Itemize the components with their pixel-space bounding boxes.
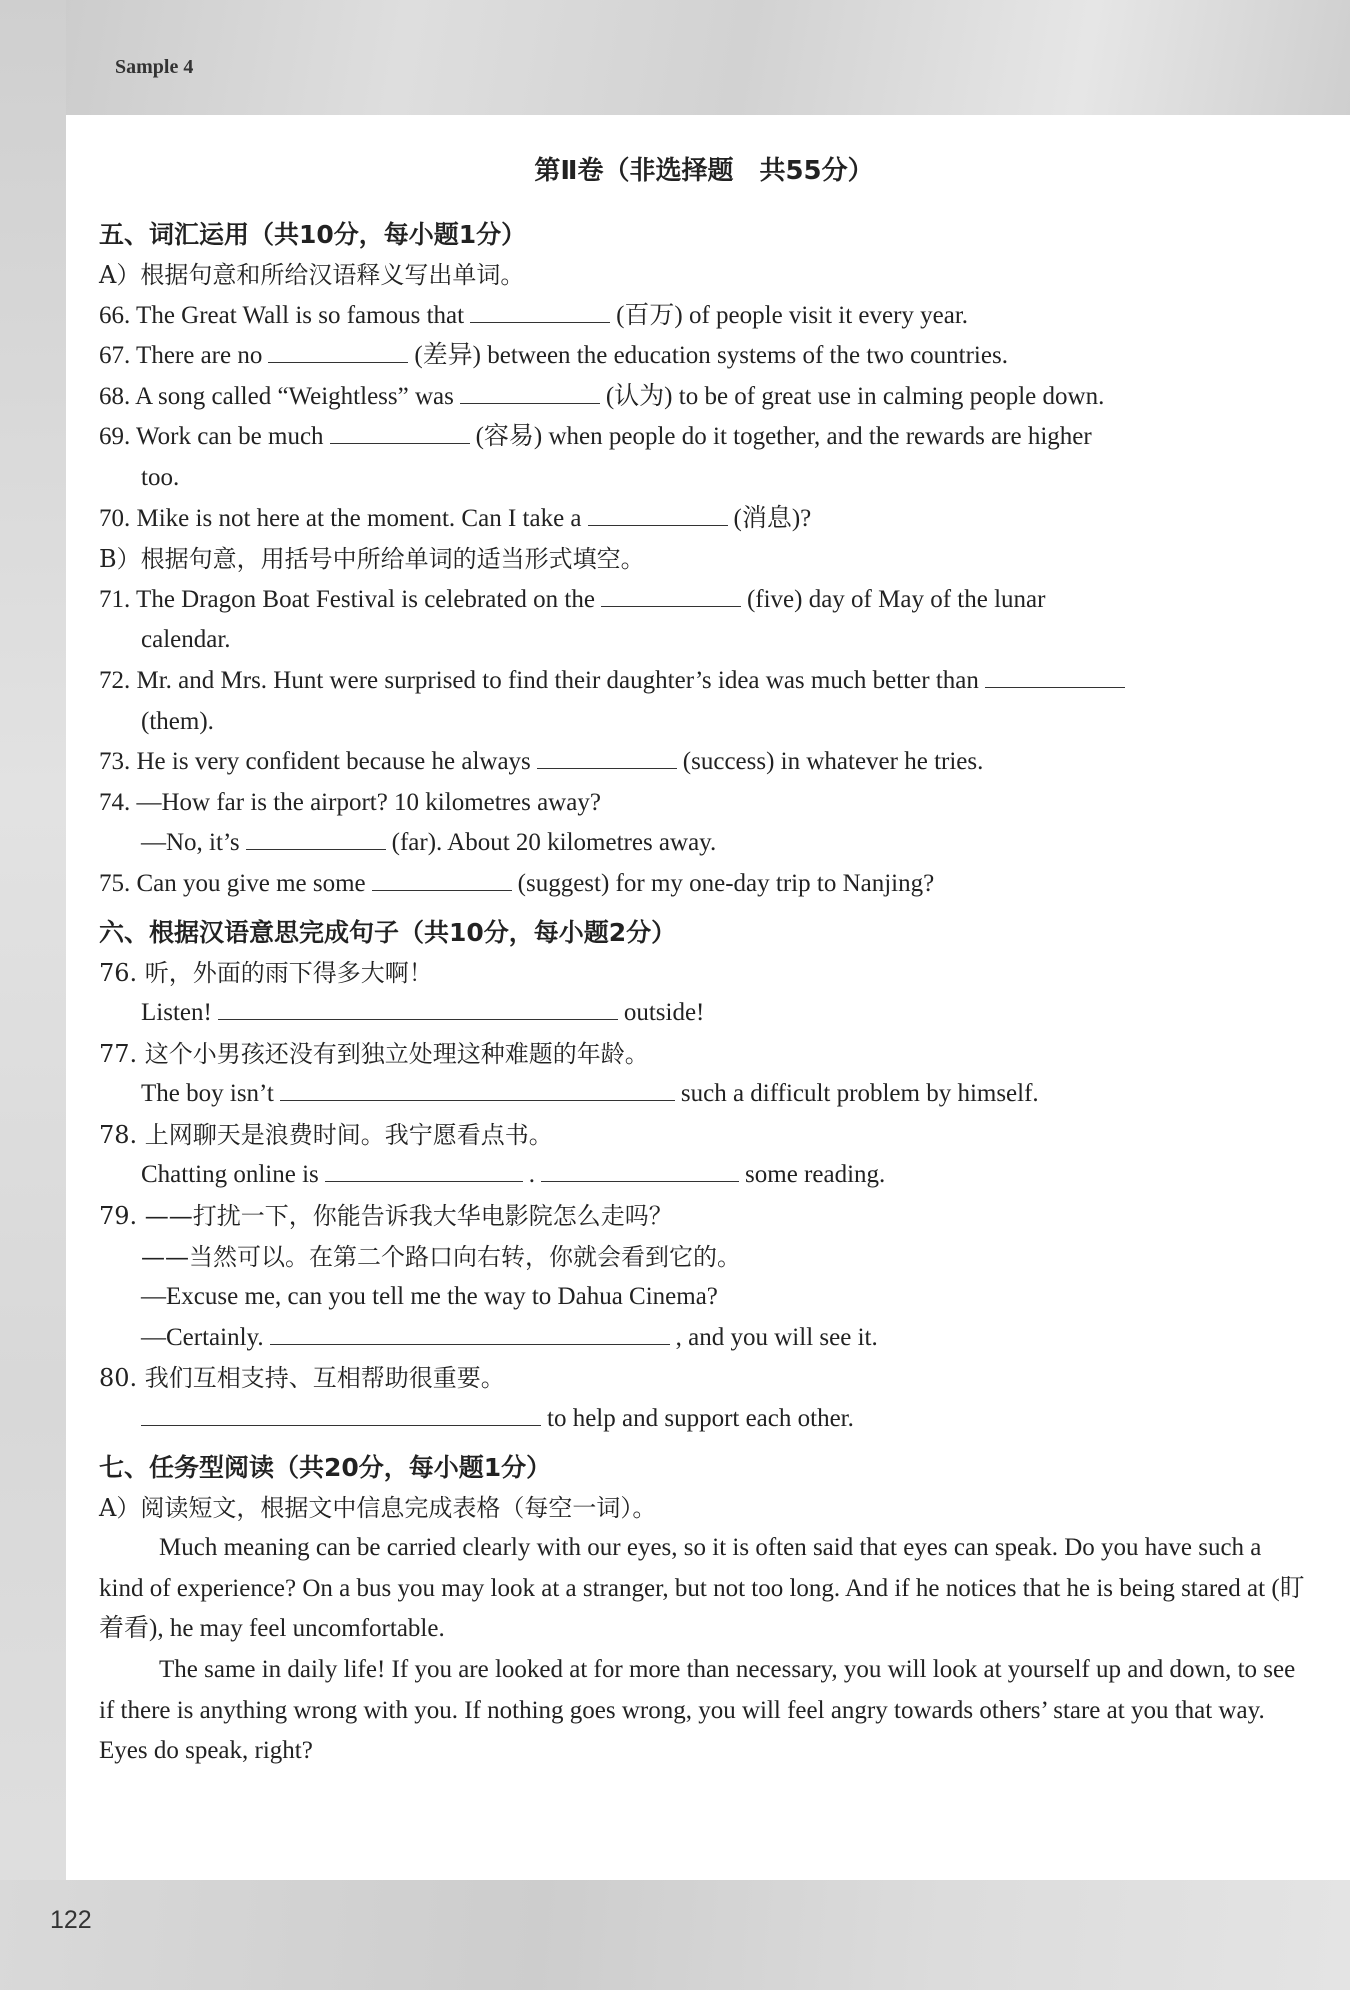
- question-75-text-b: (suggest) for my one-day trip to Nanjing?: [517, 869, 935, 897]
- section-7-heading: 七、任务型阅读（共20分，每小题1分）: [99, 1452, 552, 1482]
- question-80: [99, 1399, 1309, 1440]
- question-75-text-a: 75. Can you give me some: [99, 869, 366, 897]
- question-79-blank[interactable]: [270, 1322, 670, 1345]
- section-5-part-a-instruction: A）根据句意和所给汉语释义写出单词。: [99, 261, 525, 289]
- question-66-text-a: 66. The Great Wall is so famous that: [99, 301, 465, 329]
- question-78-text-a: Chatting online is: [141, 1161, 319, 1189]
- question-67-text-a: 67. There are no: [99, 342, 263, 370]
- question-79-text-b: , and you will see it.: [675, 1323, 878, 1351]
- question-76-text-a: Listen!: [141, 999, 212, 1027]
- question-77-text-b: such a difficult problem by himself.: [680, 1080, 1039, 1108]
- question-72-text-a: 72. Mr. and Mrs. Hunt were surprised to find their daughter’s idea was much better than: [99, 666, 979, 694]
- question-80-text-b: to help and support each other.: [547, 1405, 854, 1433]
- question-78: [99, 1155, 1309, 1196]
- question-80-blank[interactable]: [141, 1403, 541, 1426]
- question-76-text-b: outside!: [623, 999, 705, 1027]
- question-79: [99, 1318, 1309, 1359]
- section-6-heading: 六、根据汉语意思完成句子（共10分，每小题2分）: [99, 917, 677, 947]
- page-inner: [99, 115, 1309, 1772]
- question-72-continuation: (them).: [141, 707, 214, 735]
- question-75: [99, 864, 1309, 905]
- question-74-answer: [99, 823, 1309, 864]
- question-66-blank[interactable]: [470, 300, 610, 323]
- question-72: [99, 661, 1309, 702]
- question-73: [99, 742, 1309, 783]
- question-78-separator: .: [528, 1161, 536, 1189]
- question-70-blank[interactable]: [588, 503, 728, 526]
- section-5-heading: 五、词汇运用（共10分，每小题1分）: [99, 220, 527, 249]
- question-69-text-b: (容易) when people do it together, and the rewards are higher: [475, 423, 1092, 451]
- question-66-text-b: (百万) of people visit it every year.: [616, 301, 969, 329]
- question-72-blank[interactable]: [985, 665, 1125, 688]
- question-75-blank[interactable]: [372, 868, 512, 891]
- question-70: [99, 499, 1309, 540]
- question-69: [99, 417, 1309, 458]
- question-78-text-b: some reading.: [745, 1161, 886, 1189]
- question-76: [99, 993, 1309, 1034]
- question-76-chinese: 76. 听，外面的雨下得多大啊！: [99, 958, 433, 987]
- question-76-blank[interactable]: [218, 997, 618, 1020]
- question-71-continuation: calendar.: [141, 626, 231, 654]
- question-78-blank-1[interactable]: [325, 1159, 523, 1182]
- paper-title: 第Ⅱ卷（非选择题 共55分）: [534, 156, 874, 186]
- question-69-blank[interactable]: [330, 421, 470, 444]
- question-68-blank[interactable]: [460, 381, 600, 404]
- question-66: [99, 296, 1309, 337]
- question-79-chinese-1: 79. ——打扰一下，你能告诉我大华电影院怎么走吗？: [99, 1202, 673, 1231]
- question-73-blank[interactable]: [537, 746, 677, 769]
- reading-paragraph-1: Much meaning can be carried clearly with our eyes, so it is often said that eyes can speak. Do you have such a kind of experience? On a bus you may look at a stranger, but not too long. And if he notices that he is being stared at (盯着看), he may feel uncomfortable.: [99, 1534, 1305, 1643]
- question-74-blank[interactable]: [246, 827, 386, 850]
- question-80-chinese: 80. 我们互相支持、互相帮助很重要。: [99, 1364, 505, 1393]
- question-67-text-b: (差异) between the education systems of the two countries.: [414, 342, 1008, 370]
- section-5-part-b-instruction: B）根据句意，用括号中所给单词的适当形式填空。: [99, 545, 645, 574]
- question-68: [99, 377, 1309, 418]
- question-78-chinese: 78. 上网聊天是浪费时间。我宁愿看点书。: [99, 1120, 553, 1149]
- question-69-continuation: too.: [141, 463, 180, 491]
- page-edge-top: [0, 0, 1350, 115]
- page-edge-left: [0, 0, 66, 1990]
- question-71: [99, 580, 1309, 621]
- question-70-text-a: 70. Mike is not here at the moment. Can I take a: [99, 504, 582, 532]
- question-79-text-a: —Certainly.: [141, 1323, 264, 1351]
- question-74-text-b1: —No, it’s: [141, 829, 240, 857]
- question-79-chinese-2: ——当然可以。在第二个路口向右转，你就会看到它的。: [141, 1242, 741, 1271]
- question-78-blank-2[interactable]: [541, 1159, 739, 1182]
- question-77: [99, 1074, 1309, 1115]
- reading-paragraph-2: The same in daily life! If you are looked at for more than necessary, you will look at yourself up and down, to see if there is anything wrong with you. If nothing goes wrong, you will feel angry towards others’ stare at you that way. Eyes do speak, right?: [99, 1656, 1296, 1765]
- sample-label: Sample 4: [115, 56, 194, 78]
- question-73-text-b: (success) in whatever he tries.: [682, 748, 984, 776]
- question-70-text-b: (消息)?: [733, 504, 812, 532]
- question-79-english-1: —Excuse me, can you tell me the way to Dahua Cinema?: [141, 1283, 718, 1311]
- page-content: [66, 115, 1350, 1880]
- question-67: [99, 336, 1309, 377]
- page-number: 122: [50, 1906, 92, 1934]
- question-68-text-a: 68. A song called “Weightless” was: [99, 382, 454, 410]
- question-68-text-b: (认为) to be of great use in calming people down.: [605, 382, 1105, 410]
- question-77-blank[interactable]: [280, 1078, 675, 1101]
- question-71-blank[interactable]: [601, 584, 741, 607]
- question-67-blank[interactable]: [268, 340, 408, 363]
- question-71-text-b: (five) day of May of the lunar: [746, 585, 1046, 613]
- question-69-text-a: 69. Work can be much: [99, 423, 324, 451]
- section-7-part-a-instruction: A）阅读短文，根据文中信息完成表格（每空一词）。: [99, 1493, 657, 1522]
- question-71-text-a: 71. The Dragon Boat Festival is celebrated on the: [99, 585, 595, 613]
- question-77-chinese: 77. 这个小男孩还没有到独立处理这种难题的年龄。: [99, 1039, 649, 1068]
- page-edge-bottom: [0, 1880, 1350, 1990]
- question-74: 74. —How far is the airport? 10 kilometres away?: [99, 788, 601, 816]
- question-74-text-b2: (far). About 20 kilometres away.: [391, 829, 717, 857]
- question-77-text-a: The boy isn’t: [141, 1080, 274, 1108]
- question-73-text-a: 73. He is very confident because he always: [99, 748, 531, 776]
